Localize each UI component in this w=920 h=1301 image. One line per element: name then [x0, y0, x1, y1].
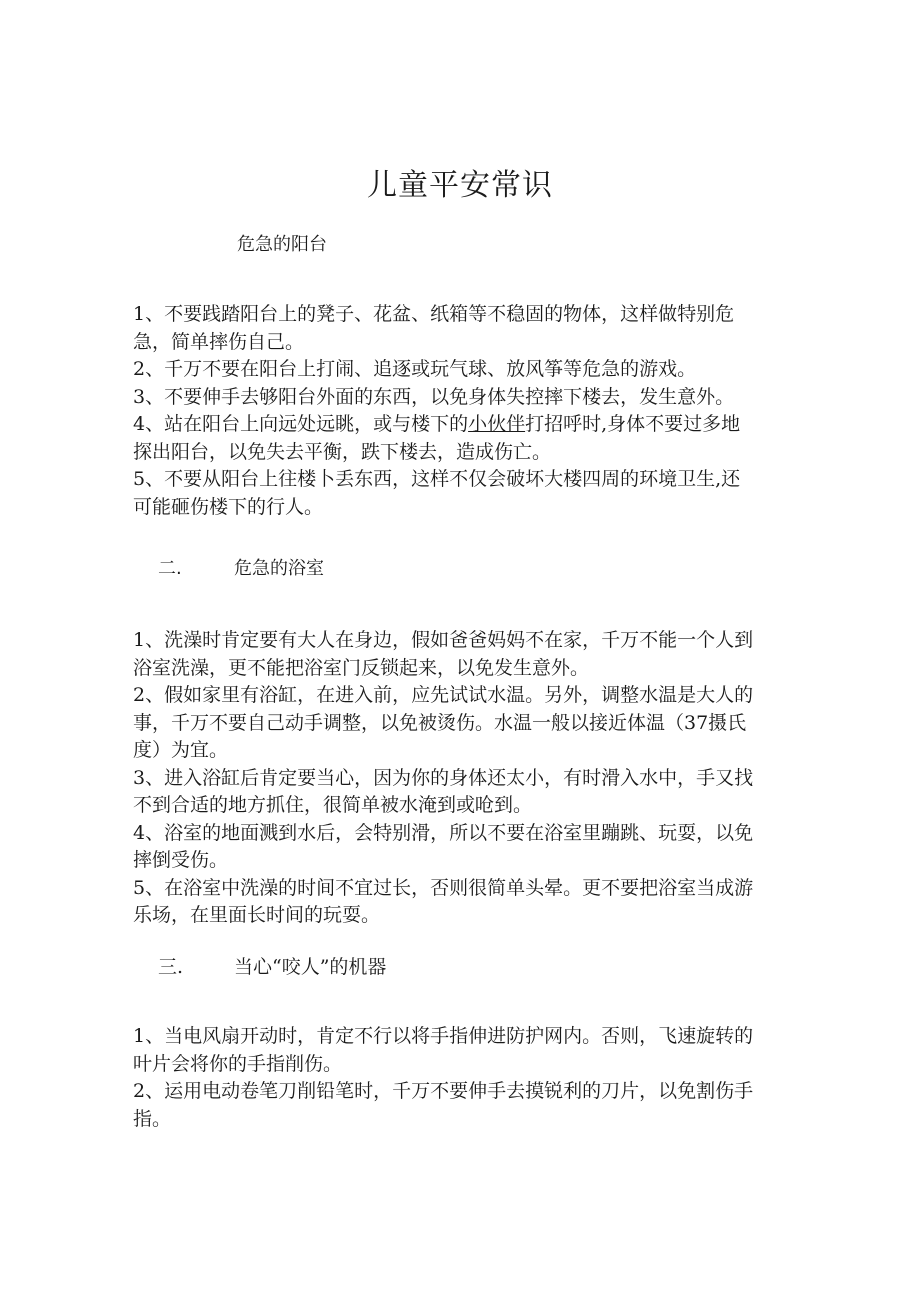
s3-item1-line1: 1、当电风扇开动时，肯定不行以将手指伸进防护网内。否则，飞速旋转的	[133, 1025, 754, 1047]
s1-item1-line2: 急，简单摔伤自己。	[133, 330, 305, 353]
s1-item4-underlined-text: 小伙伴	[468, 413, 526, 435]
section-1-heading-text: 危急的阳台	[237, 234, 327, 255]
s2-item2-line3: 度）为宜。	[133, 739, 229, 761]
s1-item4-text-after: 打招呼时,身体不要过多地	[525, 413, 741, 435]
s2-item2-line2: 事，千万不要自己动手调整，以免被烫伤。水温一般以接近体温（37摄氏	[133, 711, 747, 734]
section-2-heading	[158, 554, 324, 580]
s1-item2-line1: 2、千万不要在阳台上打闹、追逐或玩气球、放风筝等危急的游戏。	[133, 358, 697, 380]
s1-item1-line1: 1、不要践踏阳台上的凳子、花盆、纸箱等不稳固的物体，这样做特别危	[133, 303, 735, 325]
s1-item5-line1: 5、不要从阳台上往楼卜丢东西，这样不仅会破坏大楼四周的环境卫生,还	[133, 468, 741, 490]
s1-item5-line2: 可能砸伤楼下的行人。	[133, 495, 324, 518]
section-2-number: 二.	[158, 558, 182, 579]
s2-item1-line1: 1、洗澡时肯定要有大人在身边，假如爸爸妈妈不在家，千万不能一个人到	[133, 629, 754, 651]
section-3-body	[133, 1023, 793, 1133]
s1-item4-line2: 探出阳台，以免失去平衡，跌下楼去，造成伤亡。	[133, 440, 552, 463]
s1-item4-text-before: 4、站在阳台上向远处远眺，或与楼下的	[133, 413, 469, 435]
s2-item2-line1: 2、假如家里有浴缸，在进入前，应先试试水温。另外，调整水温是大人的	[133, 684, 754, 706]
s3-item1-line2: 叶片会将你的手指削伤。	[133, 1052, 343, 1075]
s2-item3-line1: 3、进入浴缸后肯定要当心，因为你的身体还太小，有时滑入水中，手又找	[133, 766, 754, 789]
section-1-body	[133, 301, 793, 521]
section-3-heading	[158, 952, 386, 979]
document-title: 儿童平安常识	[367, 168, 553, 203]
section-3-number: 三.	[158, 956, 184, 978]
s1-item4-line1	[133, 411, 793, 439]
s1-item3-line1: 3、不要伸手去够阳台外面的东西，以免身体失控摔下楼去，发生意外。	[133, 385, 735, 408]
section-2-heading-text: 危急的浴室	[234, 558, 324, 579]
s2-item5-line2: 乐场，在里面长时间的玩耍。	[133, 904, 381, 926]
s2-item4-line1: 4、浴室的地面溅到水后，会特别滑，所以不要在浴室里蹦跳、玩耍，以免	[133, 821, 754, 844]
s2-item1-line2: 浴室洗澡，更不能把浴室门反锁起来，以免发生意外。	[133, 656, 590, 679]
section-2-body	[133, 627, 793, 930]
s2-item3-line2: 不到合适的地方抓住，很简单被水淹到或呛到。	[133, 794, 533, 816]
section-1-heading	[237, 230, 327, 256]
s2-item5-line1: 5、在浴室中洗澡的时间不宜过长，否则很简单头晕。更不要把浴室当成游	[133, 876, 754, 899]
s3-item2-line2: 指。	[133, 1107, 172, 1130]
s2-item4-line2: 摔倒受伤。	[133, 849, 229, 871]
section-3-heading-text: 当心“咬人”的机器	[234, 956, 387, 978]
s3-item2-line1: 2、运用电动卷笔刀削铅笔时，千万不要伸手去摸锐利的刀片，以免割伤手	[133, 1080, 754, 1102]
